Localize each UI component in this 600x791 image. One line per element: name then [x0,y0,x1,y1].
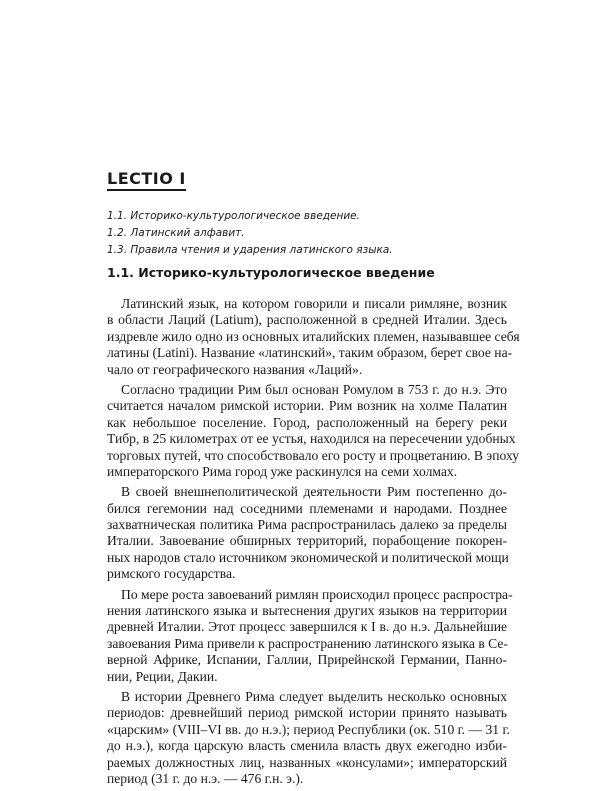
text-line: римского государства. [107,566,236,582]
text-line: период (31 г. до н.э. — 476 г.н. э.). [107,770,304,786]
text-line: нения латинского языка и вытеснения других языков на территории [107,603,507,619]
paragraph [107,381,520,480]
text-line: как небольшое поселение. Город, расположенный на берегу реки [107,414,507,430]
text-line: раемых должностных лиц, названных «консулами»; императорский [107,754,507,770]
text-line: ных народов стало источником экономической и политической мощи [107,549,509,565]
lesson-title: LECTIO I [107,170,186,191]
paragraph [107,586,513,685]
text-line: В своей внешнеполитической деятельности Рим постепенно до- [121,484,507,500]
contents-item: 1.1. Историко-культурологическое введение. [107,210,360,222]
text-line: Италии. Завоевание обширных территорий, порабощение покорен- [107,533,507,549]
contents-item: 1.3. Правила чтения и ударения латинского языка. [107,244,393,256]
paragraph [107,484,507,582]
text-line: В истории Древнего Рима следует выделить несколько основных [121,688,507,704]
text-line: Латинский язык, на котором говорили и писали римляне, возник [121,296,507,311]
paragraph [107,688,510,787]
text-line: Согласно традиции Рим был основан Ромулом в 753 г. до н.э. Это [121,381,507,397]
text-line: захватническая политика Рима распространилась далеко за пределы [107,517,507,533]
text-line: По мере роста завоеваний римлян происходил процесс распростра- [121,586,513,602]
text-line: до н.э.), когда царскую власть сменила власть двух ежегодно изби- [107,738,507,754]
text-line: верной Африке, Испании, Галлии, Прирейнской Германии, Панно- [107,652,507,668]
text-line: чало от географического названия «Лаций». [107,361,363,377]
text-line: латины (Latini). Название «латинский», таким образом, берет свое на- [107,345,513,361]
text-line: завоевания Рима привели к распространению латинского языка в Се- [107,635,508,651]
text-line: Тибр, в 25 километрах от ее устья, находился на пересечении удобных [107,431,516,447]
text-line: периодов: древнейший период римской истории принято называть [107,705,507,721]
section-body [107,296,520,791]
text-line: торговых путей, что способствовало его росту и процветанию. В эпоху [107,447,520,463]
text-line: древней Италии. Этот процесс завершился к I в. до н.э. Дальнейшие [107,619,507,635]
text-line: издревле жило одно из основных италийских племен, называвшее себя [107,328,520,344]
text-line: императорского Рима город уже раскинулся на семи холмах. [107,463,458,479]
paragraph [107,296,520,378]
text-line: нии, Реции, Дакии. [107,668,218,684]
text-line: «царским» (VIII–VI вв. до н.э.); период Республики (ок. 510 г. — 31 г. [107,721,510,737]
lesson-contents [107,208,393,259]
contents-item: 1.2. Латинский алфавит. [107,227,245,239]
section-heading: 1.1. Историко-культурологическое введение [107,265,435,280]
text-line: бился гегемонии над соседними племенами и народами. Позднее [107,500,507,516]
text-line: в области Лаций (Latium), расположенной в средней Италии. Здесь [107,312,507,328]
text-line: считается началом римской истории. Рим возник на холме Палатин [107,398,507,414]
